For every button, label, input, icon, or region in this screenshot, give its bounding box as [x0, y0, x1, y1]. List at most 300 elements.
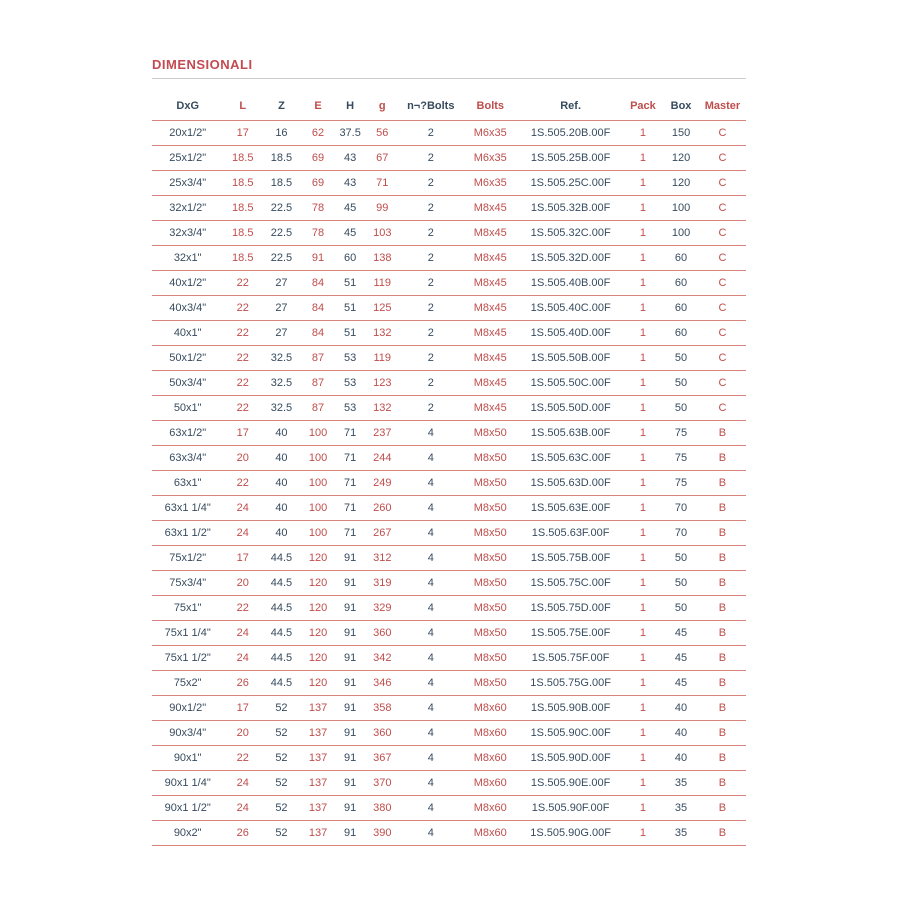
cell-z: 22.5 — [262, 221, 301, 246]
cell-h: 71 — [335, 496, 365, 521]
cell-pack: 1 — [623, 146, 663, 171]
cell-dxg: 32x1/2" — [152, 196, 223, 221]
cell-e: 78 — [301, 221, 336, 246]
cell-ref: 1S.505.90D.00F — [519, 746, 623, 771]
cell-h: 91 — [335, 596, 365, 621]
cell-n-bolts: 2 — [400, 346, 462, 371]
cell-g: 119 — [365, 346, 400, 371]
dimensions-table-header — [152, 79, 746, 121]
cell-e: 87 — [301, 396, 336, 421]
cell-l: 18.5 — [223, 246, 262, 271]
cell-z: 52 — [262, 796, 301, 821]
cell-h: 51 — [335, 321, 365, 346]
cell-ref: 1S.505.32C.00F — [519, 221, 623, 246]
cell-e: 100 — [301, 471, 336, 496]
cell-bolts: M8x50 — [462, 571, 519, 596]
cell-l: 24 — [223, 646, 262, 671]
cell-master: B — [699, 821, 746, 846]
cell-dxg: 90x1" — [152, 746, 223, 771]
cell-z: 52 — [262, 821, 301, 846]
cell-e: 91 — [301, 246, 336, 271]
table-row — [152, 671, 746, 696]
cell-g: 319 — [365, 571, 400, 596]
column-header-e: E — [301, 79, 336, 121]
cell-h: 45 — [335, 221, 365, 246]
cell-master: C — [699, 196, 746, 221]
cell-bolts: M8x50 — [462, 521, 519, 546]
cell-l: 22 — [223, 371, 262, 396]
cell-e: 120 — [301, 671, 336, 696]
cell-pack: 1 — [623, 696, 663, 721]
cell-z: 22.5 — [262, 246, 301, 271]
cell-bolts: M8x45 — [462, 246, 519, 271]
cell-g: 237 — [365, 421, 400, 446]
cell-z: 18.5 — [262, 146, 301, 171]
table-row — [152, 471, 746, 496]
cell-ref: 1S.505.50B.00F — [519, 346, 623, 371]
cell-l: 24 — [223, 771, 262, 796]
cell-h: 91 — [335, 646, 365, 671]
cell-z: 52 — [262, 771, 301, 796]
cell-box: 35 — [663, 771, 699, 796]
column-header-z: Z — [262, 79, 301, 121]
catalog-dimensions-section — [152, 57, 746, 846]
cell-pack: 1 — [623, 271, 663, 296]
cell-ref: 1S.505.75G.00F — [519, 671, 623, 696]
cell-n-bolts: 4 — [400, 796, 462, 821]
cell-e: 137 — [301, 796, 336, 821]
cell-ref: 1S.505.90G.00F — [519, 821, 623, 846]
cell-bolts: M8x50 — [462, 471, 519, 496]
table-row — [152, 621, 746, 646]
cell-e: 100 — [301, 446, 336, 471]
cell-master: B — [699, 421, 746, 446]
cell-n-bolts: 4 — [400, 571, 462, 596]
cell-pack: 1 — [623, 721, 663, 746]
cell-l: 22 — [223, 346, 262, 371]
cell-n-bolts: 4 — [400, 646, 462, 671]
cell-n-bolts: 2 — [400, 321, 462, 346]
cell-z: 40 — [262, 471, 301, 496]
cell-dxg: 50x3/4" — [152, 371, 223, 396]
cell-bolts: M8x50 — [462, 596, 519, 621]
cell-ref: 1S.505.90E.00F — [519, 771, 623, 796]
cell-bolts: M8x45 — [462, 321, 519, 346]
cell-pack: 1 — [623, 446, 663, 471]
cell-z: 40 — [262, 446, 301, 471]
cell-dxg: 90x1 1/2" — [152, 796, 223, 821]
cell-dxg: 32x3/4" — [152, 221, 223, 246]
cell-pack: 1 — [623, 296, 663, 321]
cell-dxg: 75x1/2" — [152, 546, 223, 571]
cell-dxg: 50x1" — [152, 396, 223, 421]
cell-box: 70 — [663, 521, 699, 546]
cell-dxg: 63x3/4" — [152, 446, 223, 471]
cell-n-bolts: 4 — [400, 521, 462, 546]
cell-h: 91 — [335, 771, 365, 796]
table-row — [152, 571, 746, 596]
cell-h: 91 — [335, 796, 365, 821]
cell-ref: 1S.505.63E.00F — [519, 496, 623, 521]
cell-z: 44.5 — [262, 546, 301, 571]
table-row — [152, 346, 746, 371]
cell-h: 91 — [335, 696, 365, 721]
cell-dxg: 63x1 1/2" — [152, 521, 223, 546]
cell-master: C — [699, 371, 746, 396]
cell-l: 20 — [223, 571, 262, 596]
cell-e: 84 — [301, 296, 336, 321]
cell-pack: 1 — [623, 371, 663, 396]
cell-dxg: 63x1 1/4" — [152, 496, 223, 521]
cell-ref: 1S.505.63D.00F — [519, 471, 623, 496]
cell-box: 45 — [663, 646, 699, 671]
cell-ref: 1S.505.40D.00F — [519, 321, 623, 346]
cell-h: 91 — [335, 821, 365, 846]
cell-master: B — [699, 696, 746, 721]
cell-e: 137 — [301, 696, 336, 721]
cell-l: 26 — [223, 671, 262, 696]
cell-n-bolts: 4 — [400, 771, 462, 796]
cell-pack: 1 — [623, 546, 663, 571]
cell-z: 44.5 — [262, 621, 301, 646]
cell-ref: 1S.505.90C.00F — [519, 721, 623, 746]
cell-e: 87 — [301, 346, 336, 371]
cell-n-bolts: 2 — [400, 271, 462, 296]
cell-box: 150 — [663, 121, 699, 146]
cell-bolts: M8x50 — [462, 621, 519, 646]
table-row — [152, 221, 746, 246]
cell-bolts: M8x50 — [462, 421, 519, 446]
cell-z: 52 — [262, 721, 301, 746]
cell-pack: 1 — [623, 321, 663, 346]
cell-e: 62 — [301, 121, 336, 146]
cell-g: 329 — [365, 596, 400, 621]
cell-ref: 1S.505.32B.00F — [519, 196, 623, 221]
cell-master: B — [699, 746, 746, 771]
cell-h: 53 — [335, 346, 365, 371]
cell-box: 60 — [663, 321, 699, 346]
cell-box: 75 — [663, 446, 699, 471]
column-header-pack: Pack — [623, 79, 663, 121]
cell-z: 16 — [262, 121, 301, 146]
column-header-box: Box — [663, 79, 699, 121]
dimensions-table — [152, 79, 746, 846]
cell-g: 125 — [365, 296, 400, 321]
cell-n-bolts: 4 — [400, 446, 462, 471]
table-row — [152, 396, 746, 421]
cell-master: B — [699, 621, 746, 646]
cell-e: 120 — [301, 546, 336, 571]
cell-h: 43 — [335, 146, 365, 171]
cell-dxg: 63x1/2" — [152, 421, 223, 446]
cell-master: C — [699, 221, 746, 246]
cell-ref: 1S.505.32D.00F — [519, 246, 623, 271]
cell-e: 137 — [301, 821, 336, 846]
cell-master: C — [699, 171, 746, 196]
cell-e: 120 — [301, 621, 336, 646]
cell-l: 17 — [223, 421, 262, 446]
table-row — [152, 746, 746, 771]
cell-dxg: 75x3/4" — [152, 571, 223, 596]
cell-l: 22 — [223, 471, 262, 496]
cell-box: 60 — [663, 246, 699, 271]
cell-dxg: 40x3/4" — [152, 296, 223, 321]
cell-h: 91 — [335, 621, 365, 646]
cell-bolts: M8x45 — [462, 196, 519, 221]
cell-pack: 1 — [623, 346, 663, 371]
cell-box: 60 — [663, 296, 699, 321]
cell-bolts: M8x45 — [462, 271, 519, 296]
table-row — [152, 646, 746, 671]
cell-bolts: M8x60 — [462, 696, 519, 721]
cell-ref: 1S.505.75E.00F — [519, 621, 623, 646]
cell-dxg: 75x1 1/2" — [152, 646, 223, 671]
cell-pack: 1 — [623, 121, 663, 146]
cell-g: 244 — [365, 446, 400, 471]
cell-bolts: M6x35 — [462, 171, 519, 196]
cell-bolts: M8x50 — [462, 496, 519, 521]
cell-g: 390 — [365, 821, 400, 846]
cell-box: 60 — [663, 271, 699, 296]
cell-g: 360 — [365, 621, 400, 646]
cell-l: 22 — [223, 271, 262, 296]
cell-z: 44.5 — [262, 671, 301, 696]
cell-n-bolts: 4 — [400, 696, 462, 721]
cell-e: 100 — [301, 521, 336, 546]
cell-ref: 1S.505.40B.00F — [519, 271, 623, 296]
cell-dxg: 90x1 1/4" — [152, 771, 223, 796]
cell-l: 22 — [223, 296, 262, 321]
cell-bolts: M8x50 — [462, 646, 519, 671]
cell-n-bolts: 2 — [400, 221, 462, 246]
cell-box: 75 — [663, 471, 699, 496]
cell-master: C — [699, 396, 746, 421]
cell-z: 52 — [262, 746, 301, 771]
cell-master: C — [699, 296, 746, 321]
table-row — [152, 171, 746, 196]
table-row — [152, 771, 746, 796]
cell-l: 18.5 — [223, 146, 262, 171]
cell-z: 40 — [262, 521, 301, 546]
cell-box: 40 — [663, 746, 699, 771]
cell-dxg: 75x1" — [152, 596, 223, 621]
cell-h: 43 — [335, 171, 365, 196]
cell-master: B — [699, 721, 746, 746]
cell-h: 37.5 — [335, 121, 365, 146]
cell-box: 70 — [663, 496, 699, 521]
cell-bolts: M6x35 — [462, 121, 519, 146]
cell-n-bolts: 2 — [400, 246, 462, 271]
cell-box: 100 — [663, 221, 699, 246]
cell-master: B — [699, 521, 746, 546]
table-row — [152, 371, 746, 396]
cell-z: 32.5 — [262, 371, 301, 396]
cell-h: 53 — [335, 396, 365, 421]
cell-dxg: 32x1" — [152, 246, 223, 271]
cell-ref: 1S.505.75D.00F — [519, 596, 623, 621]
cell-l: 26 — [223, 821, 262, 846]
cell-z: 40 — [262, 421, 301, 446]
cell-l: 17 — [223, 121, 262, 146]
cell-master: C — [699, 346, 746, 371]
cell-dxg: 50x1/2" — [152, 346, 223, 371]
cell-z: 27 — [262, 321, 301, 346]
cell-ref: 1S.505.63B.00F — [519, 421, 623, 446]
cell-l: 24 — [223, 521, 262, 546]
cell-master: B — [699, 571, 746, 596]
cell-master: C — [699, 121, 746, 146]
cell-dxg: 40x1/2" — [152, 271, 223, 296]
cell-e: 100 — [301, 496, 336, 521]
cell-box: 120 — [663, 146, 699, 171]
cell-n-bolts: 4 — [400, 721, 462, 746]
cell-g: 260 — [365, 496, 400, 521]
cell-z: 44.5 — [262, 596, 301, 621]
column-header-bolts: Bolts — [462, 79, 519, 121]
cell-g: 123 — [365, 371, 400, 396]
table-row — [152, 546, 746, 571]
cell-g: 249 — [365, 471, 400, 496]
table-row — [152, 121, 746, 146]
cell-pack: 1 — [623, 746, 663, 771]
cell-ref: 1S.505.25C.00F — [519, 171, 623, 196]
cell-l: 22 — [223, 396, 262, 421]
cell-box: 120 — [663, 171, 699, 196]
cell-h: 60 — [335, 246, 365, 271]
cell-n-bolts: 2 — [400, 396, 462, 421]
cell-n-bolts: 2 — [400, 121, 462, 146]
cell-l: 18.5 — [223, 171, 262, 196]
cell-master: B — [699, 796, 746, 821]
table-row — [152, 321, 746, 346]
cell-g: 103 — [365, 221, 400, 246]
cell-pack: 1 — [623, 471, 663, 496]
cell-master: B — [699, 671, 746, 696]
cell-pack: 1 — [623, 396, 663, 421]
cell-bolts: M8x45 — [462, 346, 519, 371]
cell-g: 370 — [365, 771, 400, 796]
table-row — [152, 796, 746, 821]
table-row — [152, 721, 746, 746]
cell-e: 69 — [301, 171, 336, 196]
section-title: DIMENSIONALI — [152, 57, 746, 79]
cell-g: 119 — [365, 271, 400, 296]
cell-z: 40 — [262, 496, 301, 521]
cell-dxg: 63x1" — [152, 471, 223, 496]
cell-l: 22 — [223, 746, 262, 771]
cell-g: 56 — [365, 121, 400, 146]
cell-n-bolts: 4 — [400, 746, 462, 771]
column-header-l: L — [223, 79, 262, 121]
cell-pack: 1 — [623, 796, 663, 821]
cell-h: 71 — [335, 521, 365, 546]
column-header-master: Master — [699, 79, 746, 121]
cell-n-bolts: 2 — [400, 196, 462, 221]
cell-master: C — [699, 246, 746, 271]
cell-h: 71 — [335, 446, 365, 471]
cell-l: 24 — [223, 496, 262, 521]
table-row — [152, 521, 746, 546]
cell-g: 312 — [365, 546, 400, 571]
cell-e: 84 — [301, 271, 336, 296]
cell-bolts: M8x50 — [462, 446, 519, 471]
cell-box: 100 — [663, 196, 699, 221]
cell-e: 137 — [301, 771, 336, 796]
cell-n-bolts: 2 — [400, 371, 462, 396]
cell-h: 91 — [335, 546, 365, 571]
cell-box: 75 — [663, 421, 699, 446]
cell-pack: 1 — [623, 671, 663, 696]
cell-pack: 1 — [623, 821, 663, 846]
cell-dxg: 40x1" — [152, 321, 223, 346]
cell-h: 51 — [335, 271, 365, 296]
cell-n-bolts: 4 — [400, 821, 462, 846]
column-header-dxg: DxG — [152, 79, 223, 121]
column-header-n-bolts: n¬?Bolts — [400, 79, 462, 121]
cell-n-bolts: 2 — [400, 171, 462, 196]
cell-ref: 1S.505.75C.00F — [519, 571, 623, 596]
cell-z: 32.5 — [262, 396, 301, 421]
cell-g: 358 — [365, 696, 400, 721]
table-row — [152, 421, 746, 446]
cell-n-bolts: 4 — [400, 471, 462, 496]
cell-l: 20 — [223, 446, 262, 471]
cell-n-bolts: 2 — [400, 296, 462, 321]
table-row — [152, 821, 746, 846]
cell-pack: 1 — [623, 521, 663, 546]
cell-box: 35 — [663, 821, 699, 846]
cell-master: B — [699, 596, 746, 621]
cell-z: 44.5 — [262, 571, 301, 596]
cell-dxg: 90x1/2" — [152, 696, 223, 721]
cell-ref: 1S.505.20B.00F — [519, 121, 623, 146]
cell-pack: 1 — [623, 421, 663, 446]
cell-l: 24 — [223, 621, 262, 646]
cell-master: B — [699, 546, 746, 571]
cell-box: 45 — [663, 621, 699, 646]
cell-h: 51 — [335, 296, 365, 321]
cell-h: 71 — [335, 421, 365, 446]
cell-master: B — [699, 496, 746, 521]
cell-ref: 1S.505.63F.00F — [519, 521, 623, 546]
cell-ref: 1S.505.50D.00F — [519, 396, 623, 421]
cell-ref: 1S.505.25B.00F — [519, 146, 623, 171]
cell-n-bolts: 4 — [400, 546, 462, 571]
cell-n-bolts: 4 — [400, 621, 462, 646]
cell-e: 137 — [301, 721, 336, 746]
cell-bolts: M8x60 — [462, 796, 519, 821]
cell-pack: 1 — [623, 196, 663, 221]
cell-n-bolts: 4 — [400, 421, 462, 446]
cell-n-bolts: 4 — [400, 496, 462, 521]
cell-pack: 1 — [623, 596, 663, 621]
cell-e: 78 — [301, 196, 336, 221]
cell-z: 27 — [262, 271, 301, 296]
cell-box: 50 — [663, 371, 699, 396]
table-row — [152, 496, 746, 521]
cell-pack: 1 — [623, 621, 663, 646]
cell-bolts: M8x45 — [462, 296, 519, 321]
cell-ref: 1S.505.75F.00F — [519, 646, 623, 671]
cell-master: B — [699, 771, 746, 796]
cell-bolts: M8x50 — [462, 546, 519, 571]
column-header-ref: Ref. — [519, 79, 623, 121]
cell-l: 22 — [223, 321, 262, 346]
cell-e: 120 — [301, 571, 336, 596]
cell-l: 18.5 — [223, 221, 262, 246]
cell-g: 132 — [365, 396, 400, 421]
cell-dxg: 75x1 1/4" — [152, 621, 223, 646]
